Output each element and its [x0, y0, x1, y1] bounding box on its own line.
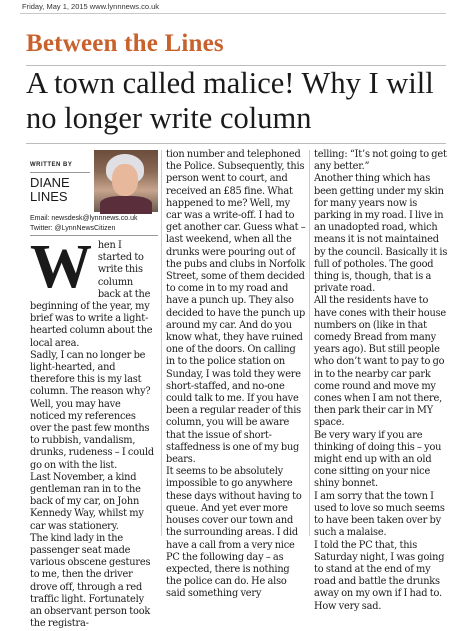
column-divider — [161, 150, 162, 536]
paragraph: tion number and telephoned the Police. Subsequently, this person went to court, and received an £85 fine. What happened to me? Well, my car was a write-off. I had to get another car. Guess what – last weekend, when all the drunks were pouring out of the pubs and clubs in Norfolk Street, some of them decided to come in to my road and have a punch up. They also decided to have the punch up around my car. And do you know what, they have ruined one of the doors. On calling in to the police station on Sunday, I was told they were short-staffed, and no-one could talk to me. If you have been a regular reader of this column, you will be aware that the issue of short-staffedness is one of my bug bears. — [166, 149, 306, 466]
drop-cap: W — [30, 233, 92, 301]
paragraph: Last November, a kind gentleman ran in to the back of my car, on John Kennedy Way, whilst my car was stationery. — [30, 471, 144, 532]
paragraph: hen I started to write this column back at the beginning of the year, my brief was to write a light-hearted column about the local area. — [30, 240, 153, 349]
headline-rule — [26, 143, 446, 144]
article-column-2 — [166, 149, 306, 601]
paragraph: Another thing which has been getting under my skin for many years now is parking in my road. I live in an unadopted road, which means it is not maintained by the council. Basically it is full of potholes. The good thing is, though, that is a private road. — [314, 173, 448, 295]
paragraph: All the residents have to have cones with their house numbers on (like in that comedy Bread from many years ago). But still people who don’t want to pay to go in to the nearby car park come round and move my cones when I am not there, then park their car in MY space. — [314, 295, 447, 429]
author-twitter[interactable]: Twitter: @LynnNewsCitizen — [30, 225, 116, 232]
author-name: DIANE LINES — [30, 175, 70, 204]
paragraph: I told the PC that, this Saturday night, I was going to stand at the end of my road and battle the drunks away on my own if I had to. How very sad. — [314, 539, 445, 612]
author-contact — [30, 214, 160, 234]
paragraph: Sadly, I can no longer be light-hearted, and therefore this is my last column. The reason why? Well, you may have noticed my references over the past few months to rubbish, vandalism, drunks, rudeness – I could go on with the list. — [30, 349, 155, 471]
column-divider — [309, 150, 310, 536]
headline: A town called malice! Why I will no longer write column — [26, 66, 434, 135]
page-header-date-url: Friday, May 1, 2015 www.lynnnews.co.uk — [22, 2, 160, 11]
section-title: Between the Lines — [26, 30, 224, 57]
paragraph: I am sorry that the town I used to love so much seems to have been taken over by such a malaise. — [314, 490, 445, 539]
paragraph: It seems to be absolutely impossible to go anywhere these days without having to queue. And yet ever more houses cover our town and the surrounding areas. I did have a call from a very nice PC the following day – as expected, there is nothing the police can do. He also said something very — [166, 466, 302, 600]
author-email[interactable]: Email: newsdesk@lynnnews.co.uk — [30, 215, 138, 222]
byline-label: WRITTEN BY — [30, 162, 73, 168]
article-column-3 — [314, 149, 448, 613]
article-column-1 — [30, 233, 158, 631]
byline-rule — [30, 172, 90, 173]
paragraph: Be very wary if you are thinking of doing this – you might end up with an old cone sitting on your nice shiny bonnet. — [314, 429, 442, 490]
author-photo — [94, 150, 158, 212]
page-header-rule — [20, 13, 446, 14]
author-photo-shoulders — [100, 196, 152, 214]
author-photo-face — [112, 164, 138, 196]
paragraph: The kind lady in the passenger seat made various obscene gestures to me, then the driver drove off, through a red traffic light. Fortunately an observant person took the registra- — [30, 532, 151, 630]
paragraph: telling: “It’s not going to get any better.” — [314, 149, 447, 173]
